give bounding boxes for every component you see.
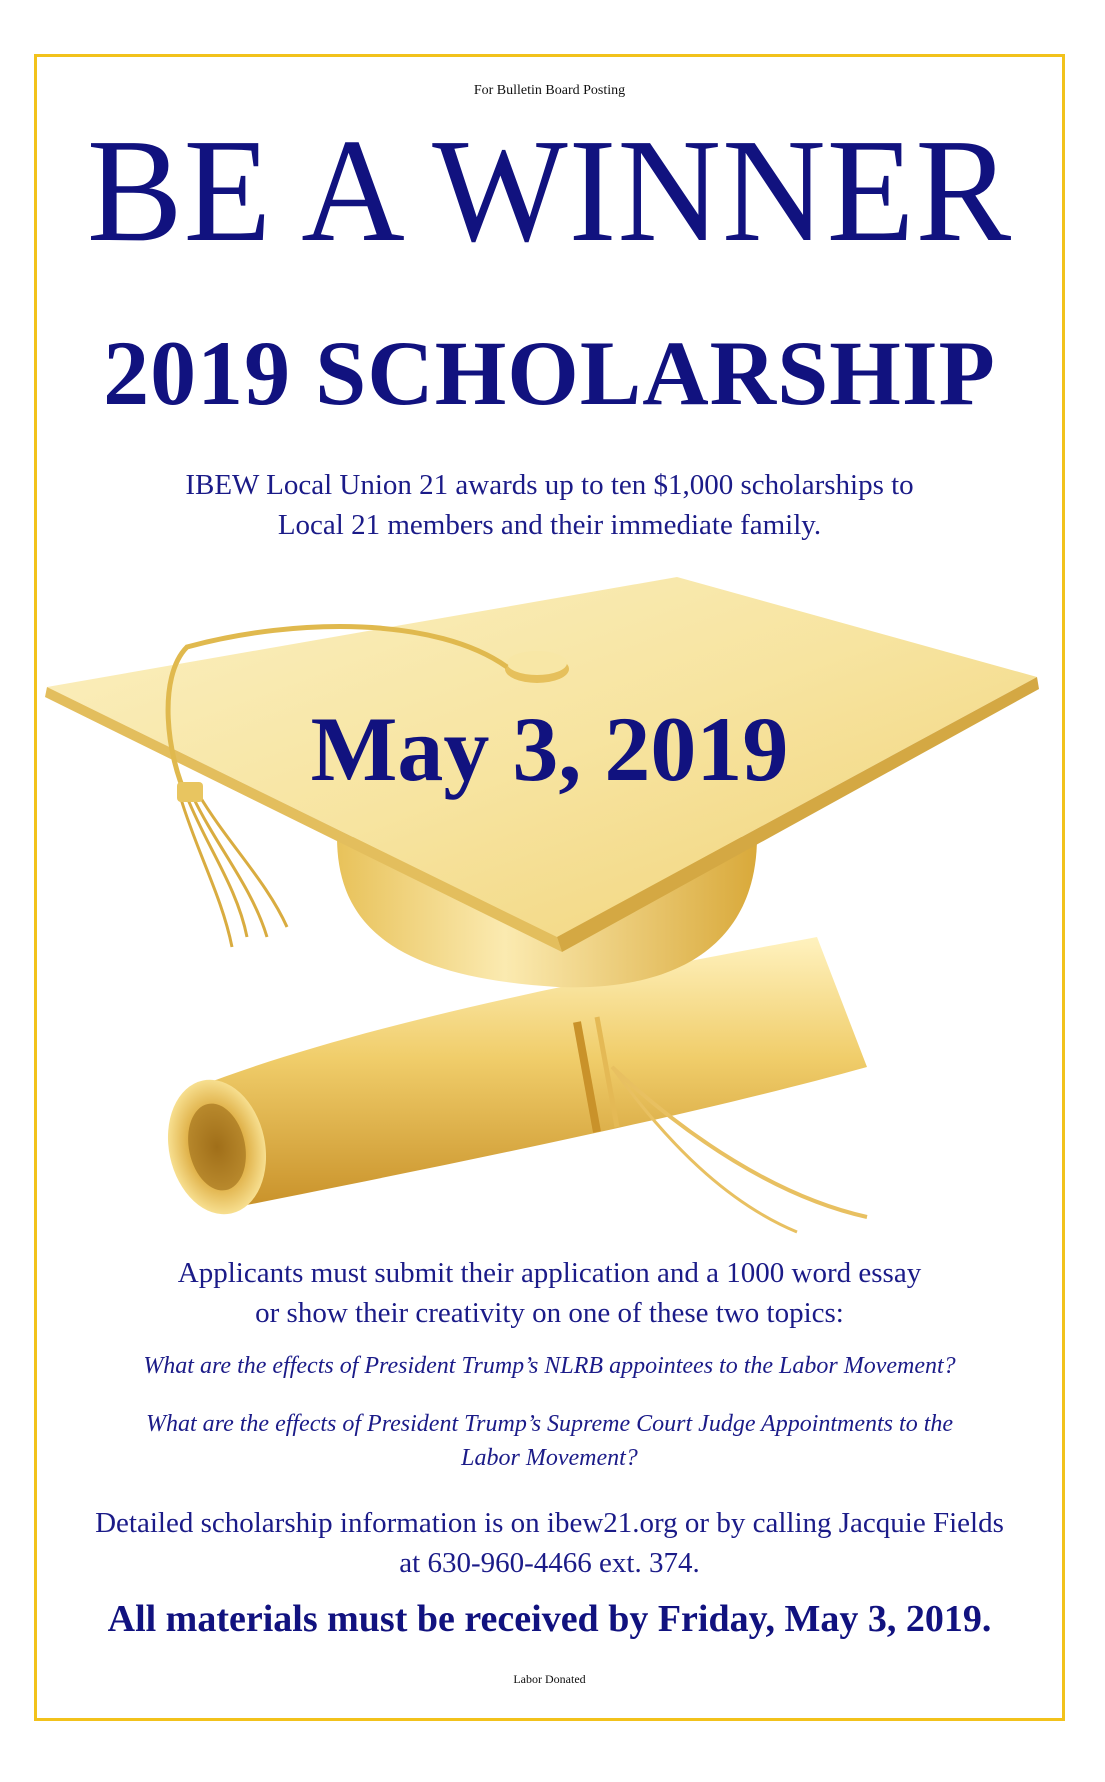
intro-line-2: Local 21 members and their immediate family.: [277, 509, 822, 541]
intro-line-1: IBEW Local Union 21 awards up to ten $1,000 scholarships to: [185, 469, 914, 501]
event-date: May 3, 2019: [310, 698, 789, 800]
intro-text: [37, 465, 1062, 545]
topic-2-line-2: Labor Movement?: [461, 1445, 638, 1471]
contact-info: [37, 1503, 1062, 1583]
info-line-1: Detailed scholarship information is on ibew21.org or by calling Jacquie Fields: [95, 1507, 1004, 1539]
topic-2: [37, 1407, 1062, 1475]
topic-2-line-1: What are the effects of President Trump’s Supreme Court Judge Appointments to the: [145, 1411, 954, 1437]
deadline: All materials must be received by Friday, May 3, 2019.: [107, 1598, 992, 1640]
scholarship-poster: [34, 54, 1065, 1721]
apply-line-2: or show their creativity on one of these two topics:: [255, 1297, 844, 1329]
info-line-2: at 630-960-4466 ext. 374.: [399, 1547, 700, 1579]
application-text: [37, 1253, 1062, 1333]
apply-line-1: Applicants must submit their application and a 1000 word essay: [177, 1257, 922, 1289]
headline: BE A WINNER: [86, 109, 1013, 273]
bulletin-note: For Bulletin Board Posting: [473, 83, 626, 98]
topic-1: What are the effects of President Trump’s NLRB appointees to the Labor Movement?: [143, 1353, 956, 1379]
footer-note: Labor Donated: [513, 1672, 586, 1686]
subheadline: 2019 SCHOLARSHIP: [103, 322, 996, 424]
